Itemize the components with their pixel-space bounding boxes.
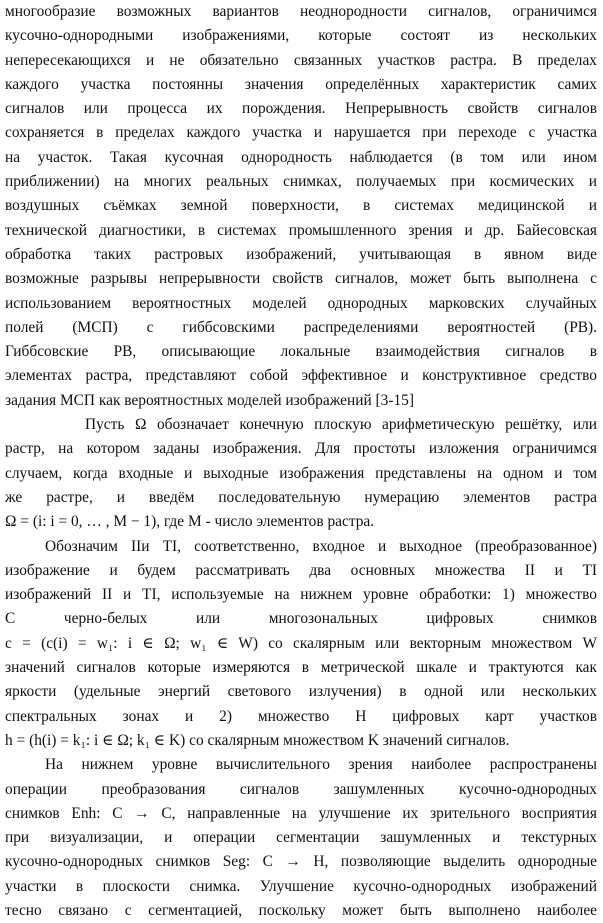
text-line: использованием вероятностных моделей однородных марковских случайных	[5, 294, 597, 312]
text-line: C черно-белых или многозональных цифровых снимков	[5, 610, 597, 628]
text-line: Пусть Ω обозначает конечную плоскую арифметическую решётку, или	[85, 416, 597, 434]
text-line: тесно связано с сегментацией, поскольку может быть выполнено наиболее	[5, 901, 597, 919]
text-line: На нижнем уровне вычислительного зрения наиболее распространены	[45, 756, 597, 774]
text-line: сохраняется в пределах каждого участка и нарушается при переходе с участка	[5, 124, 597, 142]
text-line: растр, на котором заданы изображения. Для простоты изложения ограничимся	[5, 440, 597, 458]
text-line: случаем, когда входные и выходные изображения представлены на одном и том	[5, 464, 597, 482]
text-line: полей (МСП) с гиббсовскими распределениями вероятностей (РВ).	[5, 318, 597, 336]
text-line: изображение и будем рассматривать два основных множества II и TI	[5, 561, 597, 579]
text-line: при визуализации, и операции сегментации зашумленных и текстурных	[5, 829, 597, 847]
text-line: каждого участка постоянны значения определённых характеристик самих	[5, 75, 597, 93]
text-line: Ω = (i: i = 0, … , M − 1), где M - число элементов растра.	[5, 513, 375, 531]
text-line: же растре, и введём последовательную нумерацию элементов растра	[5, 488, 597, 506]
text-line: яркости (удельные энергий светового излучения) в одной или нескольких	[5, 683, 597, 701]
text-line: приближении) на многих реальных снимках, получаемых при космических и	[5, 173, 597, 191]
text-line: операции преобразования сигналов зашумленных кусочно-однородных	[5, 780, 597, 798]
text-line: h = (h(i) = k₁: i ∈ Ω; k₁ ∈ K) со скалярным множеством K значений сигналов.	[5, 731, 510, 749]
text-line: технической диагностики, в системах промышленного зрения и др. Байесовская	[5, 221, 597, 239]
text-line: элементах растра, представляют собой эффективное и конструктивное средство	[5, 367, 597, 385]
text-line: возможные разрывы непрерывности свойств сигналов, может быть выполнена с	[5, 270, 597, 288]
text-line: значений сигналов которые измеряются в метрической шкале и трактуются как	[5, 659, 597, 677]
text-line: на участок. Такая кусочная однородность наблюдается (в том или ином	[5, 148, 597, 166]
paragraph-4	[5, 753, 597, 923]
text-line: многообразие возможных вариантов неоднородности сигналов, ограничимся	[5, 3, 597, 20]
text-line: Гиббсовские РВ, описывающие локальные взаимодействия сигналов в	[5, 343, 597, 361]
paragraph-1	[5, 0, 597, 413]
text-line: задания МСП как вероятностных моделей изображений [3-15]	[5, 391, 414, 409]
text-line: c = (c(i) = w₁: i ∈ Ω; w₁ ∈ W) со скалярным или векторным множеством W	[5, 634, 597, 652]
text-line: изображений II и TI, используемые на нижнем уровне обработки: 1) множество	[5, 586, 597, 604]
text-line: непересекающихся и не обязательно связанных участков растра. В пределах	[5, 51, 597, 69]
text-line: сигналов или процесса их порождения. Непрерывность свойств сигналов	[5, 100, 597, 118]
text-line: воздушных съёмках земной поверхности, в системах медицинской и	[5, 197, 597, 215]
paragraph-2	[5, 413, 597, 534]
paragraph-3	[5, 535, 597, 754]
text-line: спектральных зонах и 2) множество H цифровых карт участков	[5, 707, 597, 725]
text-line: Обозначим IIи TI, соответственно, входное и выходное (преобразованное)	[45, 537, 597, 555]
text-line: обработка таких растровых изображений, учитывающая в явном виде	[5, 245, 597, 263]
text-line: участки в плоскости снимка. Улучшение кусочно-однородных изображений	[5, 877, 597, 895]
text-line: снимков Enh: C → C, направленные на улучшение их зрительного восприятия	[5, 804, 597, 822]
text-line: кусочно-однородных снимков Seg: C → H, позволяющие выделить однородные	[5, 853, 597, 871]
text-line: кусочно-однородными изображениями, которые состоят из нескольких	[5, 27, 597, 45]
